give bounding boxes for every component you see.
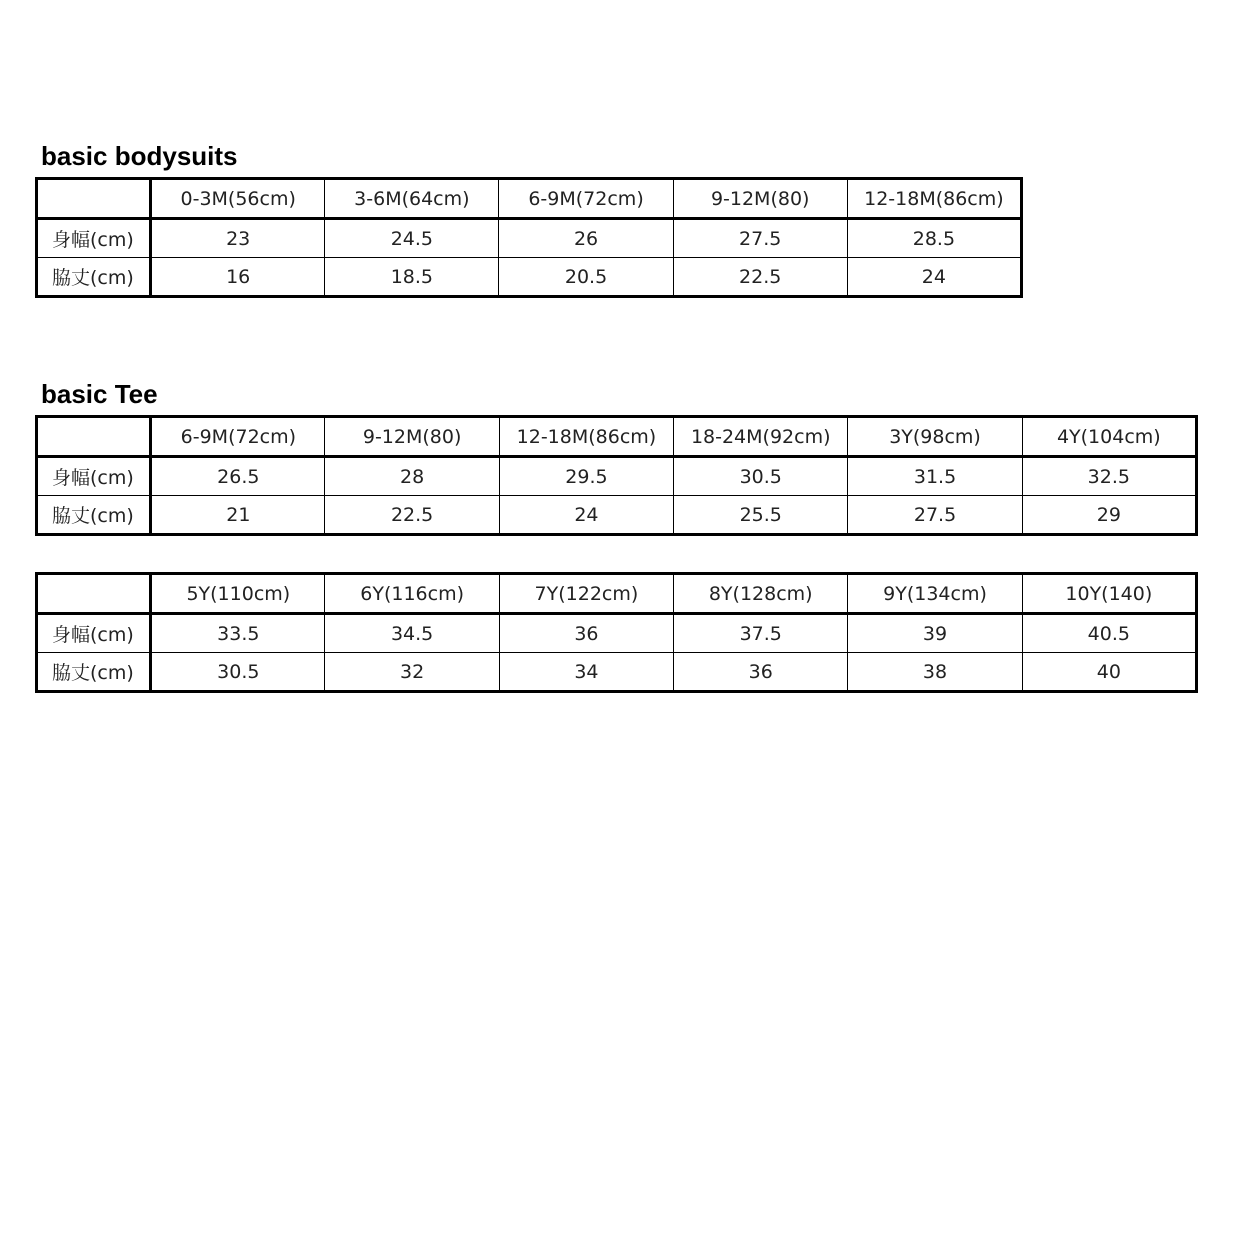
size-header: 9Y(134cm) [848, 574, 1022, 614]
measurement-cell: 28 [325, 457, 499, 496]
corner-cell [37, 574, 151, 614]
size-header: 12-18M(86cm) [847, 179, 1021, 219]
measurement-cell: 29 [1022, 496, 1196, 535]
measurement-cell: 22.5 [673, 258, 847, 297]
table-header-row [37, 417, 1197, 457]
size-header: 7Y(122cm) [499, 574, 673, 614]
measurement-cell: 18.5 [325, 258, 499, 297]
size-header: 4Y(104cm) [1022, 417, 1196, 457]
table-header-row [37, 179, 1022, 219]
measurement-cell: 24 [499, 496, 673, 535]
size-header: 18-24M(92cm) [674, 417, 848, 457]
table-row [37, 219, 1022, 258]
measurement-cell: 24.5 [325, 219, 499, 258]
table-row [37, 457, 1197, 496]
measurement-cell: 32.5 [1022, 457, 1196, 496]
size-header: 5Y(110cm) [151, 574, 325, 614]
row-label: 脇丈(cm) [37, 653, 151, 692]
table-row [37, 653, 1197, 692]
size-header: 12-18M(86cm) [499, 417, 673, 457]
measurement-cell: 16 [151, 258, 325, 297]
row-label: 脇丈(cm) [37, 496, 151, 535]
measurement-cell: 32 [325, 653, 499, 692]
corner-cell [37, 179, 151, 219]
measurement-cell: 29.5 [499, 457, 673, 496]
table-row [37, 614, 1197, 653]
bodysuits-size-table [35, 177, 1023, 298]
measurement-cell: 22.5 [325, 496, 499, 535]
size-header: 6Y(116cm) [325, 574, 499, 614]
measurement-cell: 38 [848, 653, 1022, 692]
measurement-cell: 25.5 [674, 496, 848, 535]
measurement-cell: 33.5 [151, 614, 325, 653]
measurement-cell: 40.5 [1022, 614, 1196, 653]
corner-cell [37, 417, 151, 457]
size-header: 9-12M(80) [325, 417, 499, 457]
row-label: 身幅(cm) [37, 614, 151, 653]
measurement-cell: 34.5 [325, 614, 499, 653]
size-header: 0-3M(56cm) [151, 179, 325, 219]
tee-title: basic Tee [41, 379, 158, 409]
measurement-cell: 34 [499, 653, 673, 692]
measurement-cell: 31.5 [848, 457, 1022, 496]
measurement-cell: 21 [151, 496, 325, 535]
row-label: 身幅(cm) [37, 219, 151, 258]
measurement-cell: 26.5 [151, 457, 325, 496]
bodysuits-title: basic bodysuits [41, 141, 238, 171]
table-row [37, 496, 1197, 535]
measurement-cell: 40 [1022, 653, 1196, 692]
measurement-cell: 30.5 [151, 653, 325, 692]
tee-size-table-2 [35, 572, 1198, 693]
table-row [37, 258, 1022, 297]
size-header: 9-12M(80) [673, 179, 847, 219]
row-label: 身幅(cm) [37, 457, 151, 496]
size-header: 8Y(128cm) [674, 574, 848, 614]
row-label: 脇丈(cm) [37, 258, 151, 297]
table-header-row [37, 574, 1197, 614]
measurement-cell: 26 [499, 219, 673, 258]
measurement-cell: 24 [847, 258, 1021, 297]
size-header: 3Y(98cm) [848, 417, 1022, 457]
measurement-cell: 36 [499, 614, 673, 653]
measurement-cell: 28.5 [847, 219, 1021, 258]
size-header: 6-9M(72cm) [151, 417, 325, 457]
size-header: 6-9M(72cm) [499, 179, 673, 219]
measurement-cell: 36 [674, 653, 848, 692]
measurement-cell: 20.5 [499, 258, 673, 297]
measurement-cell: 39 [848, 614, 1022, 653]
measurement-cell: 23 [151, 219, 325, 258]
measurement-cell: 27.5 [848, 496, 1022, 535]
measurement-cell: 37.5 [674, 614, 848, 653]
measurement-cell: 30.5 [674, 457, 848, 496]
measurement-cell: 27.5 [673, 219, 847, 258]
size-header: 10Y(140) [1022, 574, 1196, 614]
tee-size-table-1 [35, 415, 1198, 536]
size-header: 3-6M(64cm) [325, 179, 499, 219]
